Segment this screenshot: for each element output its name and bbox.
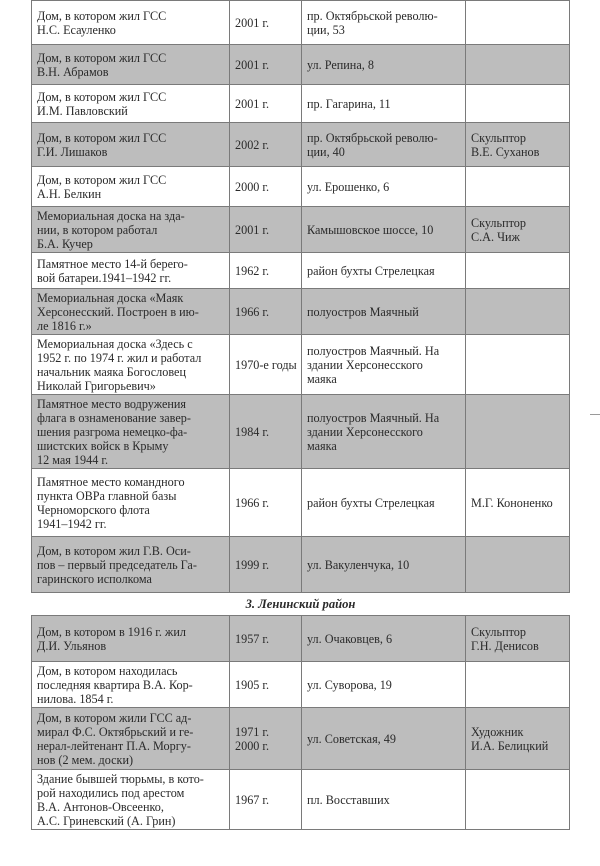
address-cell: пр. Октябрьской револю- ции, 53 — [302, 1, 466, 45]
table-row — [32, 395, 570, 469]
year-cell: 2000 г. — [230, 167, 302, 207]
memorial-name-cell: Здание бывшей тюрьмы, в кото- рой находились под арестом В.А. Антонов-Овсеенко, А.С. Гриневский (А. Грин) — [32, 770, 230, 830]
table-row — [32, 662, 570, 708]
address-cell: полуостров Маячный. На здании Херсонесского маяка — [302, 335, 466, 395]
year-cell: 1966 г. — [230, 289, 302, 335]
author-cell — [466, 770, 570, 830]
year-cell: 1962 г. — [230, 253, 302, 289]
author-cell — [466, 537, 570, 593]
author-cell — [466, 45, 570, 85]
author-cell: М.Г. Кононенко — [466, 469, 570, 537]
year-cell: 1966 г. — [230, 469, 302, 537]
year-cell: 1957 г. — [230, 616, 302, 662]
table-row — [32, 1, 570, 45]
table-row — [32, 85, 570, 123]
year-cell: 1970-е годы — [230, 335, 302, 395]
memorials-table-body — [32, 1, 570, 830]
table-row — [32, 207, 570, 253]
author-cell — [466, 335, 570, 395]
memorial-name-cell: Дом, в котором жил ГСС А.Н. Белкин — [32, 167, 230, 207]
year-cell: 2002 г. — [230, 123, 302, 167]
address-cell: Камышовское шоссе, 10 — [302, 207, 466, 253]
table-row — [32, 616, 570, 662]
year-cell: 2001 г. — [230, 45, 302, 85]
author-cell — [466, 253, 570, 289]
year-cell: 2001 г. — [230, 1, 302, 45]
address-cell: пр. Октябрьской револю- ции, 40 — [302, 123, 466, 167]
memorial-name-cell: Памятное место водружения флага в ознаменование завер- шения разгрома немецко-фа- шистских войск в Крыму 12 мая 1944 г. — [32, 395, 230, 469]
year-cell: 1905 г. — [230, 662, 302, 708]
address-cell: пл. Восставших — [302, 770, 466, 830]
table-row — [32, 253, 570, 289]
memorial-name-cell: Мемориальная доска «Маяк Херсонесский. Построен в ию- ле 1816 г.» — [32, 289, 230, 335]
address-cell: полуостров Маячный. На здании Херсонесского маяка — [302, 395, 466, 469]
margin-mark — [590, 414, 600, 415]
memorial-name-cell: Дом, в котором в 1916 г. жил Д.И. Ульянов — [32, 616, 230, 662]
author-cell: Скульптор С.А. Чиж — [466, 207, 570, 253]
table-row — [32, 45, 570, 85]
author-cell: Художник И.А. Белицкий — [466, 708, 570, 770]
table-row — [32, 469, 570, 537]
memorial-name-cell: Мемориальная доска «Здесь с 1952 г. по 1974 г. жил и работал начальник маяка Богословец Николай Григорьевич» — [32, 335, 230, 395]
memorial-name-cell: Памятное место командного пункта ОВРа главной базы Черноморского флота 1941–1942 гг. — [32, 469, 230, 537]
table-row — [32, 335, 570, 395]
memorial-name-cell: Мемориальная доска на зда- нии, в котором работал Б.А. Кучер — [32, 207, 230, 253]
address-cell: пр. Гагарина, 11 — [302, 85, 466, 123]
author-cell — [466, 85, 570, 123]
section-title: 3. Ленинский район — [32, 593, 570, 616]
memorial-name-cell: Дом, в котором жил ГСС В.Н. Абрамов — [32, 45, 230, 85]
year-cell: 1967 г. — [230, 770, 302, 830]
table-row — [32, 167, 570, 207]
table-row — [32, 289, 570, 335]
address-cell: полуостров Маячный — [302, 289, 466, 335]
author-cell — [466, 662, 570, 708]
table-row — [32, 770, 570, 830]
table-row — [32, 708, 570, 770]
memorial-name-cell: Дом, в котором жил ГСС И.М. Павловский — [32, 85, 230, 123]
address-cell: ул. Репина, 8 — [302, 45, 466, 85]
table-row — [32, 123, 570, 167]
address-cell: ул. Суворова, 19 — [302, 662, 466, 708]
memorial-name-cell: Дом, в котором жил ГСС Н.С. Есауленко — [32, 1, 230, 45]
memorial-name-cell: Дом, в котором жил ГСС Г.И. Лишаков — [32, 123, 230, 167]
memorial-name-cell: Дом, в котором находилась последняя квартира В.А. Кор- нилова. 1854 г. — [32, 662, 230, 708]
year-cell: 1971 г. 2000 г. — [230, 708, 302, 770]
memorial-name-cell: Дом, в котором жили ГСС ад- мирал Ф.С. Октябрьский и ге- нерал-лейтенант П.А. Моргу- нов (2 мем. доски) — [32, 708, 230, 770]
address-cell: ул. Советская, 49 — [302, 708, 466, 770]
address-cell: район бухты Стрелецкая — [302, 469, 466, 537]
address-cell: ул. Вакуленчука, 10 — [302, 537, 466, 593]
author-cell — [466, 1, 570, 45]
section-heading-row — [32, 593, 570, 616]
author-cell — [466, 167, 570, 207]
memorial-name-cell: Памятное место 14-й берего- вой батареи.1941–1942 гг. — [32, 253, 230, 289]
table-row — [32, 537, 570, 593]
year-cell: 1984 г. — [230, 395, 302, 469]
author-cell — [466, 395, 570, 469]
year-cell: 2001 г. — [230, 207, 302, 253]
memorials-table — [31, 0, 570, 830]
author-cell: Скульптор В.Е. Суханов — [466, 123, 570, 167]
memorial-name-cell: Дом, в котором жил Г.В. Оси- пов – первый председатель Га- гаринского исполкома — [32, 537, 230, 593]
address-cell: район бухты Стрелецкая — [302, 253, 466, 289]
author-cell — [466, 289, 570, 335]
year-cell: 1999 г. — [230, 537, 302, 593]
address-cell: ул. Очаковцев, 6 — [302, 616, 466, 662]
year-cell: 2001 г. — [230, 85, 302, 123]
address-cell: ул. Ерошенко, 6 — [302, 167, 466, 207]
author-cell: Скульптор Г.Н. Денисов — [466, 616, 570, 662]
